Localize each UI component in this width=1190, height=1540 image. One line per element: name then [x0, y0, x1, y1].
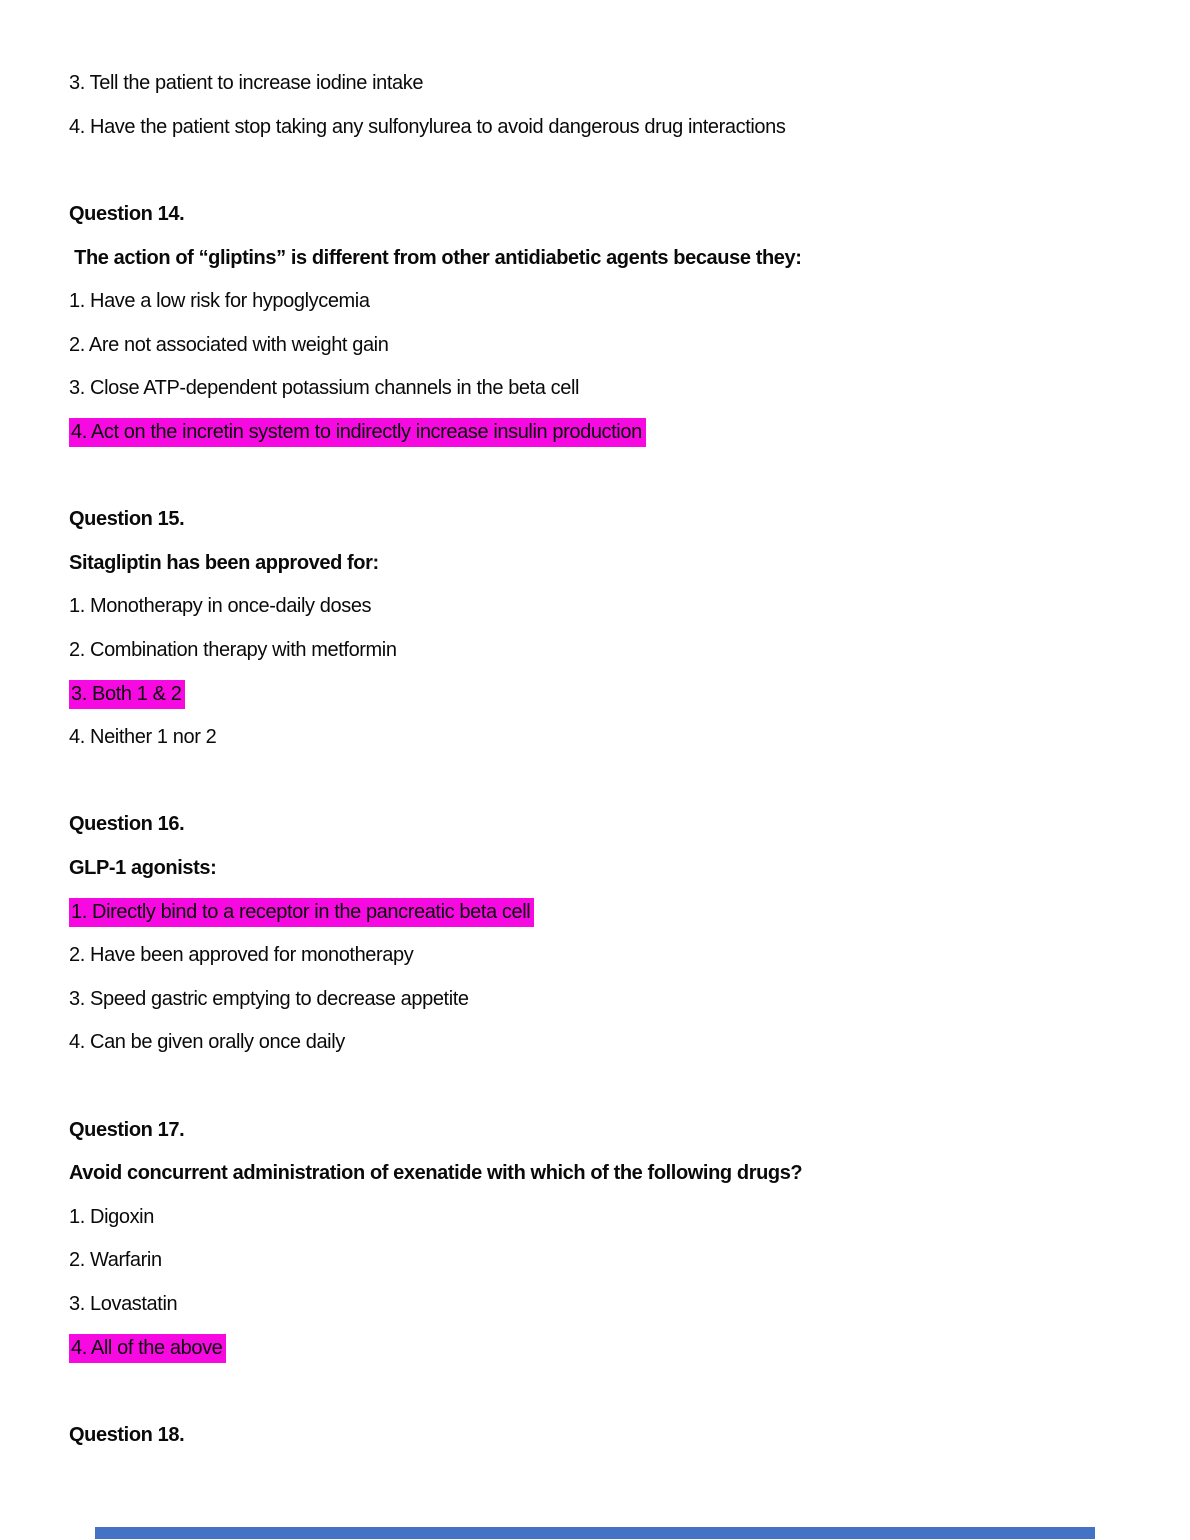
question-prompt: Avoid concurrent administration of exenatide with which of the following drugs? — [69, 1162, 803, 1185]
question-label: Question 18. — [69, 1423, 185, 1446]
answer-option-highlighted — [69, 1326, 1150, 1370]
highlight: 3. Both 1 & 2 — [69, 680, 185, 709]
answer-option: 4. Neither 1 nor 2 — [69, 726, 217, 749]
question-label: Question 15. — [69, 508, 185, 531]
blank-line — [69, 454, 1150, 498]
answer-option: 1. Monotherapy in once-daily doses — [69, 595, 372, 618]
answer-option: 2. Have been approved for monotherapy — [69, 944, 414, 967]
question-prompt: The action of “gliptins” is different from other antidiabetic agents because they: — [69, 246, 802, 269]
answer-option: 3. Tell the patient to increase iodine intake — [69, 72, 424, 95]
question-label: Question 17. — [69, 1118, 185, 1141]
highlight: 4. All of the above — [69, 1334, 226, 1363]
answer-option: 3. Lovastatin — [69, 1292, 178, 1315]
blank-line — [69, 760, 1150, 804]
blank-line — [69, 1370, 1150, 1414]
answer-option: 2. Combination therapy with metformin — [69, 639, 397, 662]
answer-option: 3. Speed gastric emptying to decrease appetite — [69, 987, 469, 1010]
answer-option: 4. Can be given orally once daily — [69, 1031, 345, 1054]
answer-option-highlighted — [69, 890, 1150, 934]
document-body — [69, 62, 1150, 1457]
blank-line — [69, 1065, 1150, 1109]
question-prompt: Sitagliptin has been approved for: — [69, 551, 379, 574]
answer-option: 3. Close ATP-dependent potassium channels in the beta cell — [69, 377, 580, 400]
blank-line — [69, 149, 1150, 193]
answer-option: 2. Warfarin — [69, 1249, 162, 1272]
answer-option-highlighted — [69, 411, 1150, 455]
answer-option: 1. Digoxin — [69, 1205, 154, 1228]
question-prompt: GLP-1 agonists: — [69, 856, 217, 879]
answer-option: 4. Have the patient stop taking any sulfonylurea to avoid dangerous drug interactions — [69, 115, 786, 138]
answer-option: 2. Are not associated with weight gain — [69, 333, 389, 356]
highlight: 1. Directly bind to a receptor in the pancreatic beta cell — [69, 898, 534, 927]
blue-footer-bar — [95, 1527, 1095, 1539]
question-label: Question 14. — [69, 203, 185, 226]
question-label: Question 16. — [69, 813, 185, 836]
answer-option-highlighted — [69, 672, 1150, 716]
highlight: 4. Act on the incretin system to indirectly increase insulin production — [69, 418, 646, 447]
answer-option: 1. Have a low risk for hypoglycemia — [69, 290, 370, 313]
